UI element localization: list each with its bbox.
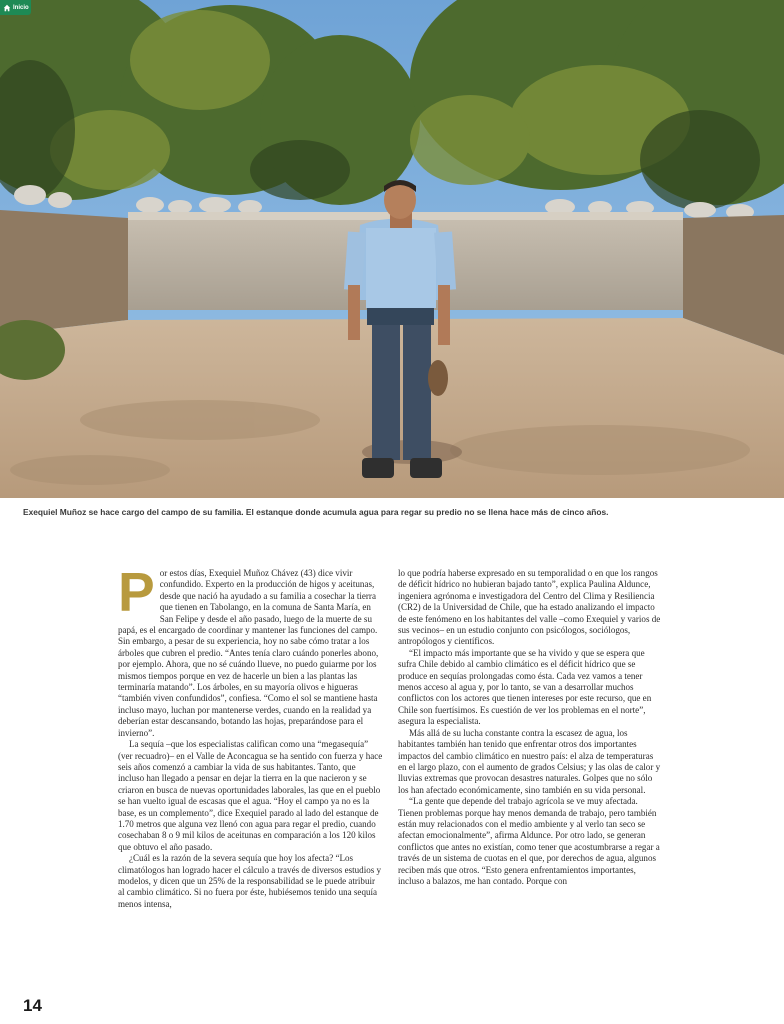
article-paragraph: Más allá de su lucha constante contra la escasez de agua, los habitantes también han tenido que enfrentar otros dos importantes impactos del cambio climático en nuestro país: el alza de temperaturas en el largo plazo, con el aumento de grados Celsius; y las olas de calor y lluvias extremas que provocan desastres naturales. Golpes que no sólo los han afectado económicamente, sino también en su vida personal. bbox=[398, 727, 661, 795]
article-paragraph: lo que podría haberse expresado en su temporalidad o en que los rangos de déficit hídrico no hubieran bajado tanto”, explica Paulina Aldunce, ingeniera agrónoma e investigadora del Centro del Clima y Resiliencia (CR2) de la Universidad de Chile, que ha estado analizando el impacto de este fenómeno en los habitantes del valle –como Exequiel y varios de sus vecinos– en un estudio conjunto con psicólogos, sociólogos, antropólogos y científicos. bbox=[398, 568, 661, 647]
article-paragraph: ¿Cuál es la razón de la severa sequía que hoy los afecta? “Los climatólogos han logrado hacer el cálculo a través de diversos estudios y modelos, y dicen que un 25% de la responsabilidad se le puede atribuir al cambio climático. Si no fuera por éste, hubiésemos tenido una sequía menos intensa, bbox=[118, 853, 382, 909]
home-label: Inicio bbox=[13, 4, 29, 11]
farm-photo-illustration bbox=[0, 0, 784, 498]
drop-cap: P bbox=[118, 561, 155, 623]
article-paragraph: “La gente que depende del trabajo agrícola se ve muy afectada. Tienen problemas porque hay menos demanda de trabajo, pero también están muy relacionados con el medio ambiente y al verlo tan seco se afectan emocionalmente”, afirma Aldunce. Por otro lado, se generan conflictos que antes no existían, como tener que acostumbrarse a regar a través de un sistema de cuotas en el que, por derechos de agua, algunos reciben más que otros. “Esto genera enfrentamientos importantes, incluso a balazos, me han contado. Porque con bbox=[398, 796, 660, 886]
hero-photo bbox=[0, 0, 784, 498]
home-button[interactable] bbox=[0, 0, 31, 15]
home-icon bbox=[3, 4, 11, 12]
article-column-2 bbox=[398, 568, 663, 887]
article-paragraph: Por estos días, Exequiel Muñoz Chávez (43) dice vivir confundido. Experto en la producción de higos y aceitunas, desde que nació ha ayudado a su familia a cosechar la tierra que tienen en Tabolango, en la comuna de Santa María, en San Felipe y desde el año pasado, luego de la muerte de su papá, es el encargado de coordinar y mantener las funciones del campo. Sin embargo, a pesar de su experiencia, hoy no sabe cómo tratar a los árboles que cubren el predio. “Antes tenía claro cuándo ponerles abono, por ejemplo. Ahora, que no sé cuándo llueve, no puedo guiarme por los mismos tiempos porque en vez de hacerle un bien a las plantas las terminaría matando”. Los árboles, en su mayoría olivos e higueras “también viven confundidos”, confiesa. “Como el sol se mantiene hasta incluso mayo, luchan por mantenerse verdes, cuando en la realidad ya deberían estar descansando, botando las hojas, preparándose para el invierno”. bbox=[118, 561, 379, 738]
article-paragraph: “El impacto más importante que se ha vivido y que se espera que sufra Chile debido al cambio climático es el déficit hídrico que se produce en sequías prolongadas como ésta. Cada vez vamos a tener menos acceso al agua y, por lo tanto, se van a desarrollar muchos conflictos con los actores que tienen intereses por este recurso, que en Chile son fuertísimos. Es cuestión de ver los problemas en el norte”, asegura la especialista. bbox=[398, 647, 652, 727]
article-column-1 bbox=[118, 561, 383, 910]
photo-caption: Exequiel Muñoz se hace cargo del campo de su familia. El estanque donde acumula agua para regar su predio no se llena hace más de cinco años. bbox=[23, 507, 609, 517]
page-number: 14 bbox=[23, 996, 42, 1015]
article-paragraph: La sequía –que los especialistas califican como una “megasequía” (ver recuadro)– en el Valle de Aconcagua se ha sentido con fuerza y hace seis años comenzó a cambiar la vida de sus habitantes. Tanto, que incluso han llegado a pensar en dejar la tierra en la que nacieron y se criaron en busca de nuevas oportunidades laborales, las que en el pueblo se han vuelto igual de escasas que el agua. “Hoy el campo ya no es la base, es un complemento”, dice Exequiel parado al lado del estanque de 1.70 metros que alguna vez llenó con agua para regar el predio, cuando cosechaban 8 o 9 mil kilos de aceitunas en comparación a los 120 kilos que obtuvo el año pasado. bbox=[118, 739, 383, 852]
